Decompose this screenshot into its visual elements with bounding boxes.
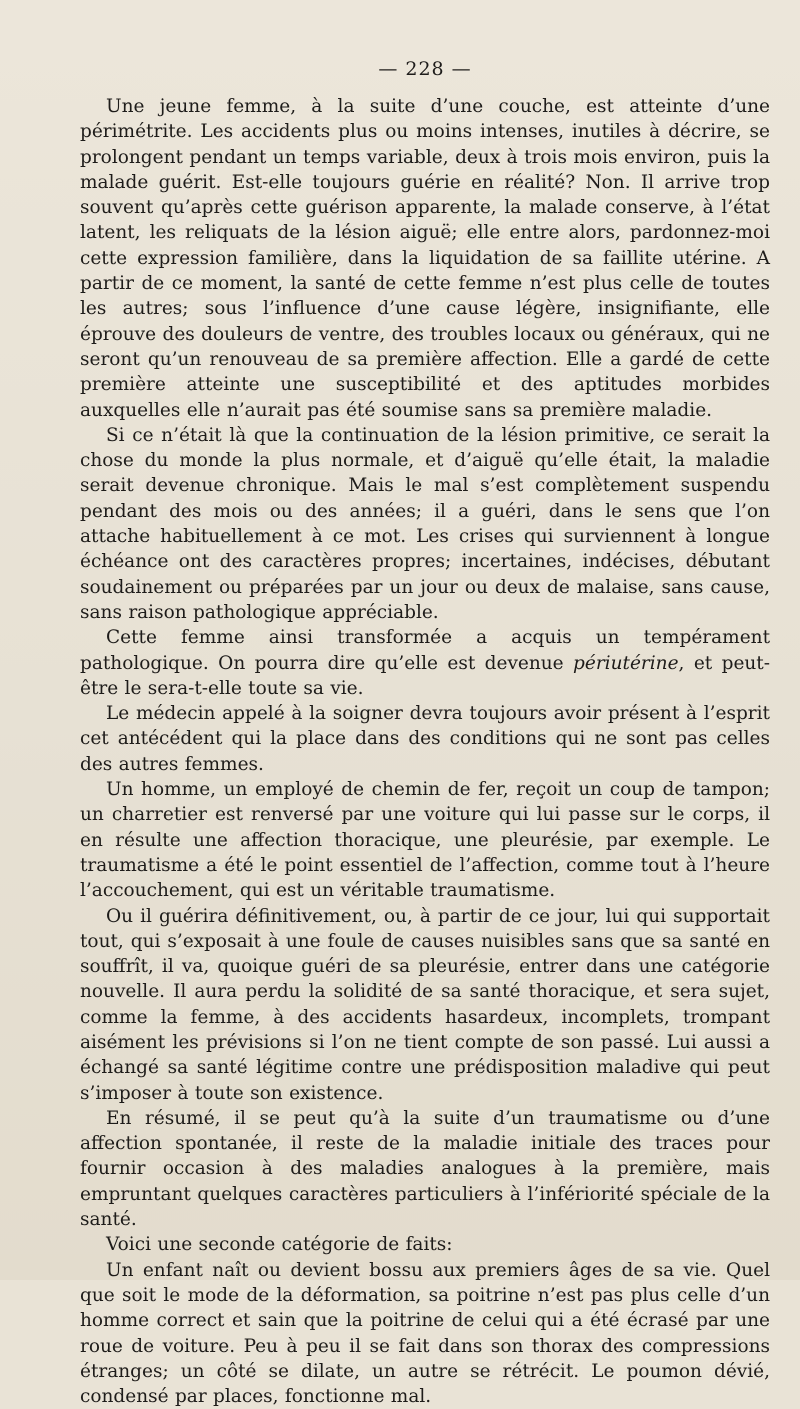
paragraph-8: Voici une seconde catégorie de faits: [106,1234,453,1256]
paragraph-7: En résumé, il se peut qu’à la suite d’un traumatisme ou d’une affection spontanée, il reste de la maladie initiale des traces pour fournir occasion à des maladies analogues à la première, mais empruntant quelques caractères particuliers à l’infériorité spéciale de la santé. [80,1107,770,1231]
paragraph-1: Une jeune femme, à la suite d’une couche, est atteinte d’une périmétrite. Les accidents plus ou moins intenses, inutiles à décrire, se prolongent pendant un temps variable, deux à trois mois environ, puis la malade guérit. Est-elle toujours guérie en réalité? Non. Il arrive trop souvent qu’après cette guérison apparente, la malade conserve, à l’état latent, les reliquats de la lésion aiguë; elle entre alors, pardonnez-moi cette expression familière, dans la liquidation de sa faillite utérine. A partir de ce moment, la santé de cette femme n’est plus celle de toutes les autres; sous l’influence d’une cause légère, insignifiante, elle éprouve des douleurs de ventre, des troubles locaux ou généraux, qui ne seront qu’un renouveau de sa première affection. Elle a gardé de cette première atteinte une susceptibilité et des aptitudes morbides auxquelles elle n’aurait pas été soumise sans sa première maladie. [80,96,770,421]
paragraph-6: Ou il guérira définitivement, ou, à partir de ce jour, lui qui supportait tout, qui s’exposait à une foule de causes nuisibles sans que sa santé en souffrît, il va, quoique guéri de sa pleurésie, entrer dans une catégorie nouvelle. Il aura perdu la solidité de sa santé thoracique, et sera sujet, comme la femme, à des accidents hasardeux, incomplets, trompant aisément les prévisions si l’on ne tient compte de son passé. Lui aussi a échangé sa santé légitime contre une prédisposition maladive qui peut s’imposer à toute son existence. [80,905,770,1104]
italic-term: périutérine [573,652,679,674]
paragraph-2: Si ce n’était là que la continuation de la lésion primitive, ce serait la chose du monde la plus normale, et d’aiguë qu’elle était, la maladie serait devenue chronique. Mais le mal s’est complètement suspendu pendant des mois ou des années; il a guéri, dans le sens que l’on attache habituellement à ce mot. Les crises qui surviennent à longue échéance ont des caractères propres; incertaines, indécises, débutant soudainement ou préparées par un jour ou deux de malaise, sans cause, sans raison pathologique appréciable. [80,424,770,623]
paragraph-3: Cette femme ainsi transformée a acquis un tempérament pathologique. On pourra dire qu’elle est devenue périutérine, et peut-être le sera-t-elle toute sa vie. [80,627,770,699]
body-text [80,94,770,1409]
paragraph-9: Un enfant naît ou devient bossu aux premiers âges de sa vie. Quel que soit le mode de la déformation, sa poitrine n’est pas plus celle d’un homme correct et sain que la poitrine de celui qui a été écrasé par une roue de voiture. Peu à peu il se fait dans son thorax des compressions étranges; un côté se dilate, un autre se rétrécit. Le poumon dévié, condensé par places, fonctionne mal. [80,1259,770,1408]
page-number: — 228 — [378,58,472,80]
paragraph-5: Un homme, un employé de chemin de fer, reçoit un coup de tampon; un charretier est renversé par une voiture qui lui passe sur le corps, il en résulte une affection thoracique, une pleurésie, par exemple. Le traumatisme a été le point essentiel de l’affection, comme tout à l’heure l’accouchement, qui est un véritable traumatisme. [80,779,770,902]
paragraph-4: Le médecin appelé à la soigner devra toujours avoir présent à l’esprit cet antécédent qui la place dans des conditions qui ne sont pas celles des autres femmes. [80,703,770,775]
